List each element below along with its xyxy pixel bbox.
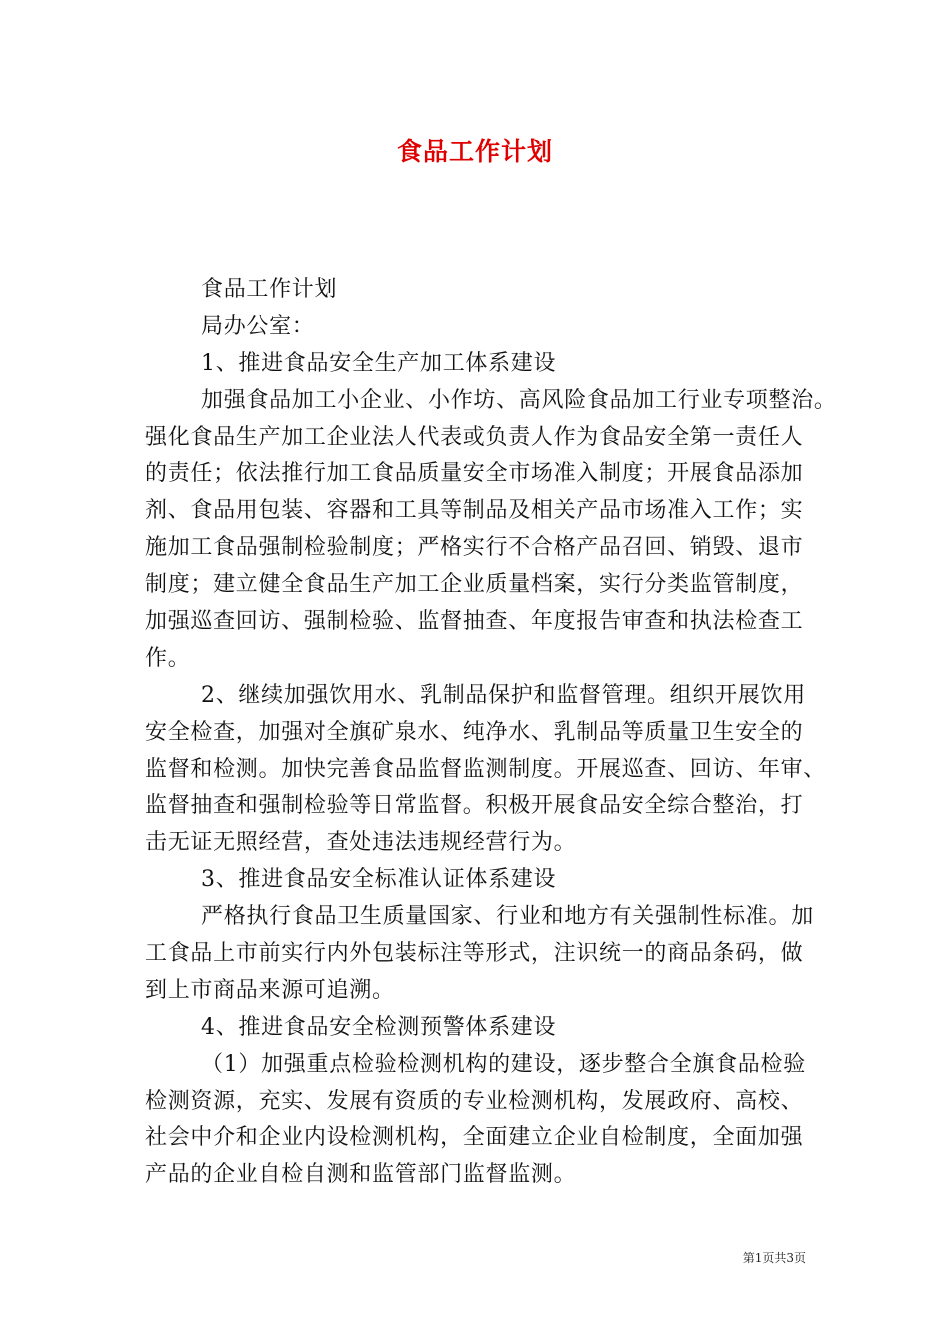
paragraph-line: 制度；建立健全食品生产加工企业质量档案，实行分类监管制度， (145, 572, 804, 598)
page-number: 第1页共3页 (742, 1251, 806, 1265)
paragraph-line: 剂、食品用包装、容器和工具等制品及相关产品市场准入工作；实 (145, 498, 804, 524)
section-heading-3: 3、推进食品安全标准认证体系建设 (201, 867, 557, 893)
paragraph-line: 作。 (145, 645, 191, 671)
paragraph-line: 工食品上市前实行内外包装标注等形式，注识统一的商品条码，做 (145, 941, 804, 967)
document-title: 食品工作计划 (396, 137, 553, 166)
subtitle: 食品工作计划 (201, 277, 338, 302)
paragraph-line: 检测资源，充实、发展有资质的专业检测机构，发展政府、高校、 (145, 1088, 804, 1114)
paragraph-line: 加强巡查回访、强制检验、监督抽查、年度报告审查和执法检查工 (145, 609, 804, 635)
paragraph-line: 社会中介和企业内设检测机构，全面建立企业自检制度，全面加强 (145, 1125, 804, 1151)
paragraph-line: 强化食品生产加工企业法人代表或负责人作为食品安全第一责任人 (145, 424, 804, 450)
addressee: 局办公室： (201, 313, 315, 339)
paragraph-line: 击无证无照经营，查处违法违规经营行为。 (145, 830, 577, 856)
paragraph-line: 监督和检测。加快完善食品监督监测制度。开展巡查、回访、年审、 (145, 756, 827, 782)
paragraph-line: （1）加强重点检验检测机构的建设，逐步整合全旗食品检验 (201, 1051, 806, 1077)
paragraph-line: 到上市商品来源可追溯。 (145, 977, 395, 1003)
paragraph-line: 施加工食品强制检验制度；严格实行不合格产品召回、销毁、退市 (145, 535, 804, 561)
paragraph-line: 严格执行食品卫生质量国家、行业和地方有关强制性标准。加 (201, 904, 814, 930)
section-heading-4: 4、推进食品安全检测预警体系建设 (201, 1014, 557, 1040)
section-heading-2: 2、继续加强饮用水、乳制品保护和监督管理。组织开展饮用 (201, 682, 806, 708)
section-heading-1: 1、推进食品安全生产加工体系建设 (201, 350, 557, 376)
paragraph-line: 产品的企业自检自测和监管部门监督监测。 (145, 1162, 577, 1188)
document-body (145, 272, 837, 1194)
paragraph-line: 加强食品加工小企业、小作坊、高风险食品加工行业专项整治。 (201, 387, 837, 413)
paragraph-line: 监督抽查和强制检验等日常监督。积极开展食品安全综合整治，打 (145, 793, 804, 819)
paragraph-line: 的责任；依法推行加工食品质量安全市场准入制度；开展食品添加 (145, 461, 804, 487)
paragraph-line: 安全检查，加强对全旗矿泉水、纯净水、乳制品等质量卫生安全的 (145, 719, 804, 745)
